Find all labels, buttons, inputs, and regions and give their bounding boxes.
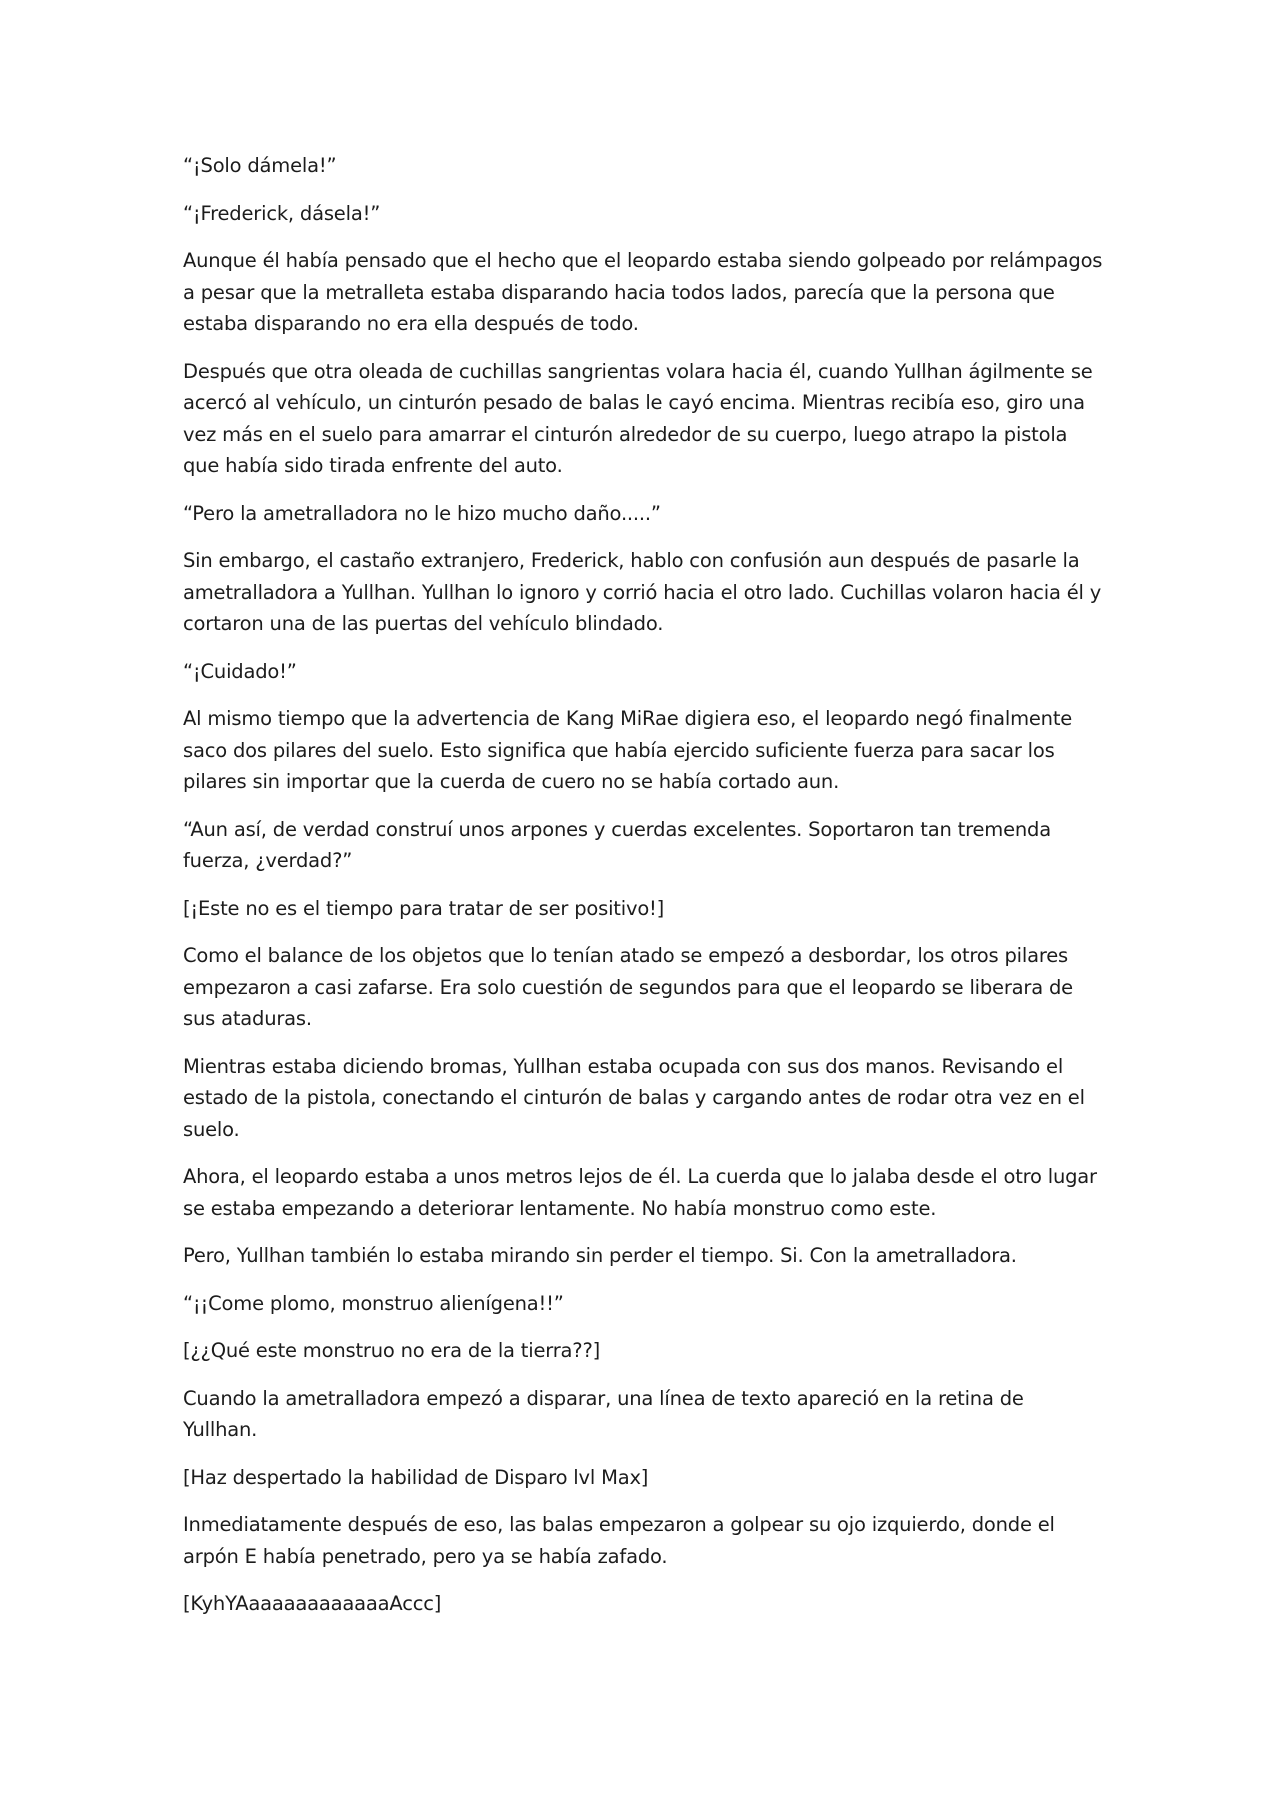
- paragraph: [Haz despertado la habilidad de Disparo lvl Max]: [183, 1465, 649, 1489]
- paragraph: Después que otra oleada de cuchillas sangrientas volara hacia él, cuando Yullhan ágilmente se acercó al vehículo, un cinturón pesado de balas le cayó encima. Mientras recibía eso, giro una vez más en el suelo para amarrar el cinturón alrededor de su cuerpo, luego atrapo la pistola que había sido tirada enfrente del auto.: [183, 359, 1093, 477]
- paragraph: [¿¿Qué este monstruo no era de la tierra??]: [183, 1339, 601, 1362]
- paragraph: Mientras estaba diciendo bromas, Yullhan estaba ocupada con sus dos manos. Revisando el estado de la pistola, conectando el cinturón de balas y cargando antes de rodar otra vez en el suelo.: [183, 1054, 1085, 1141]
- paragraph: “¡¡Come plomo, monstruo alienígena!!”: [183, 1291, 564, 1315]
- paragraph: [¡Este no es el tiempo para tratar de ser positivo!]: [183, 896, 665, 920]
- paragraph: Ahora, el leopardo estaba a unos metros lejos de él. La cuerda que lo jalaba desde el otro lugar se estaba empezando a deteriorar lentamente. No había monstruo como este.: [183, 1165, 1097, 1220]
- paragraph: [KyhYAaaaaaaaaaaaaAccc]: [183, 1592, 442, 1615]
- paragraph: Inmediatamente después de eso, las balas empezaron a golpear su ojo izquierdo, donde el arpón E había penetrado, pero ya se había zafado.: [183, 1513, 1055, 1568]
- paragraph: Cuando la ametralladora empezó a disparar, una línea de texto apareció en la retina de Yullhan.: [183, 1386, 1024, 1441]
- paragraph: “¡Frederick, dásela!”: [183, 201, 381, 225]
- paragraph: “Pero la ametralladora no le hizo mucho daño.....”: [183, 501, 661, 525]
- paragraph: Aunque él había pensado que el hecho que el leopardo estaba siendo golpeado por relámpagos a pesar que la metralleta estaba disparando hacia todos lados, parecía que la persona que estaba disparando no era ella después de todo.: [183, 249, 1103, 335]
- paragraph: Al mismo tiempo que la advertencia de Kang MiRae digiera eso, el leopardo negó finalmente saco dos pilares del suelo. Esto significa que había ejercido suficiente fuerza para sacar los pilares sin importar que la cuerda de cuero no se había cortado aun.: [183, 707, 1073, 793]
- paragraph: Pero, Yullhan también lo estaba mirando sin perder el tiempo. Si. Con la ametralladora.: [183, 1244, 1017, 1267]
- paragraph: “¡Cuidado!”: [183, 659, 297, 683]
- paragraph: “Aun así, de verdad construí unos arpones y cuerdas excelentes. Soportaron tan tremenda fuerza, ¿verdad?”: [183, 817, 1051, 872]
- paragraph: “¡Solo dámela!”: [183, 154, 337, 177]
- document-body: [183, 150, 1103, 1636]
- paragraph: Como el balance de los objetos que lo tenían atado se empezó a desbordar, los otros pilares empezaron a casi zafarse. Era solo cuestión de segundos para que el leopardo se liberara de sus ataduras.: [183, 944, 1073, 1030]
- paragraph: Sin embargo, el castaño extranjero, Frederick, hablo con confusión aun después de pasarle la ametralladora a Yullhan. Yullhan lo ignoro y corrió hacia el otro lado. Cuchillas volaron hacia él y cortaron una de las puertas del vehículo blindado.: [183, 549, 1102, 635]
